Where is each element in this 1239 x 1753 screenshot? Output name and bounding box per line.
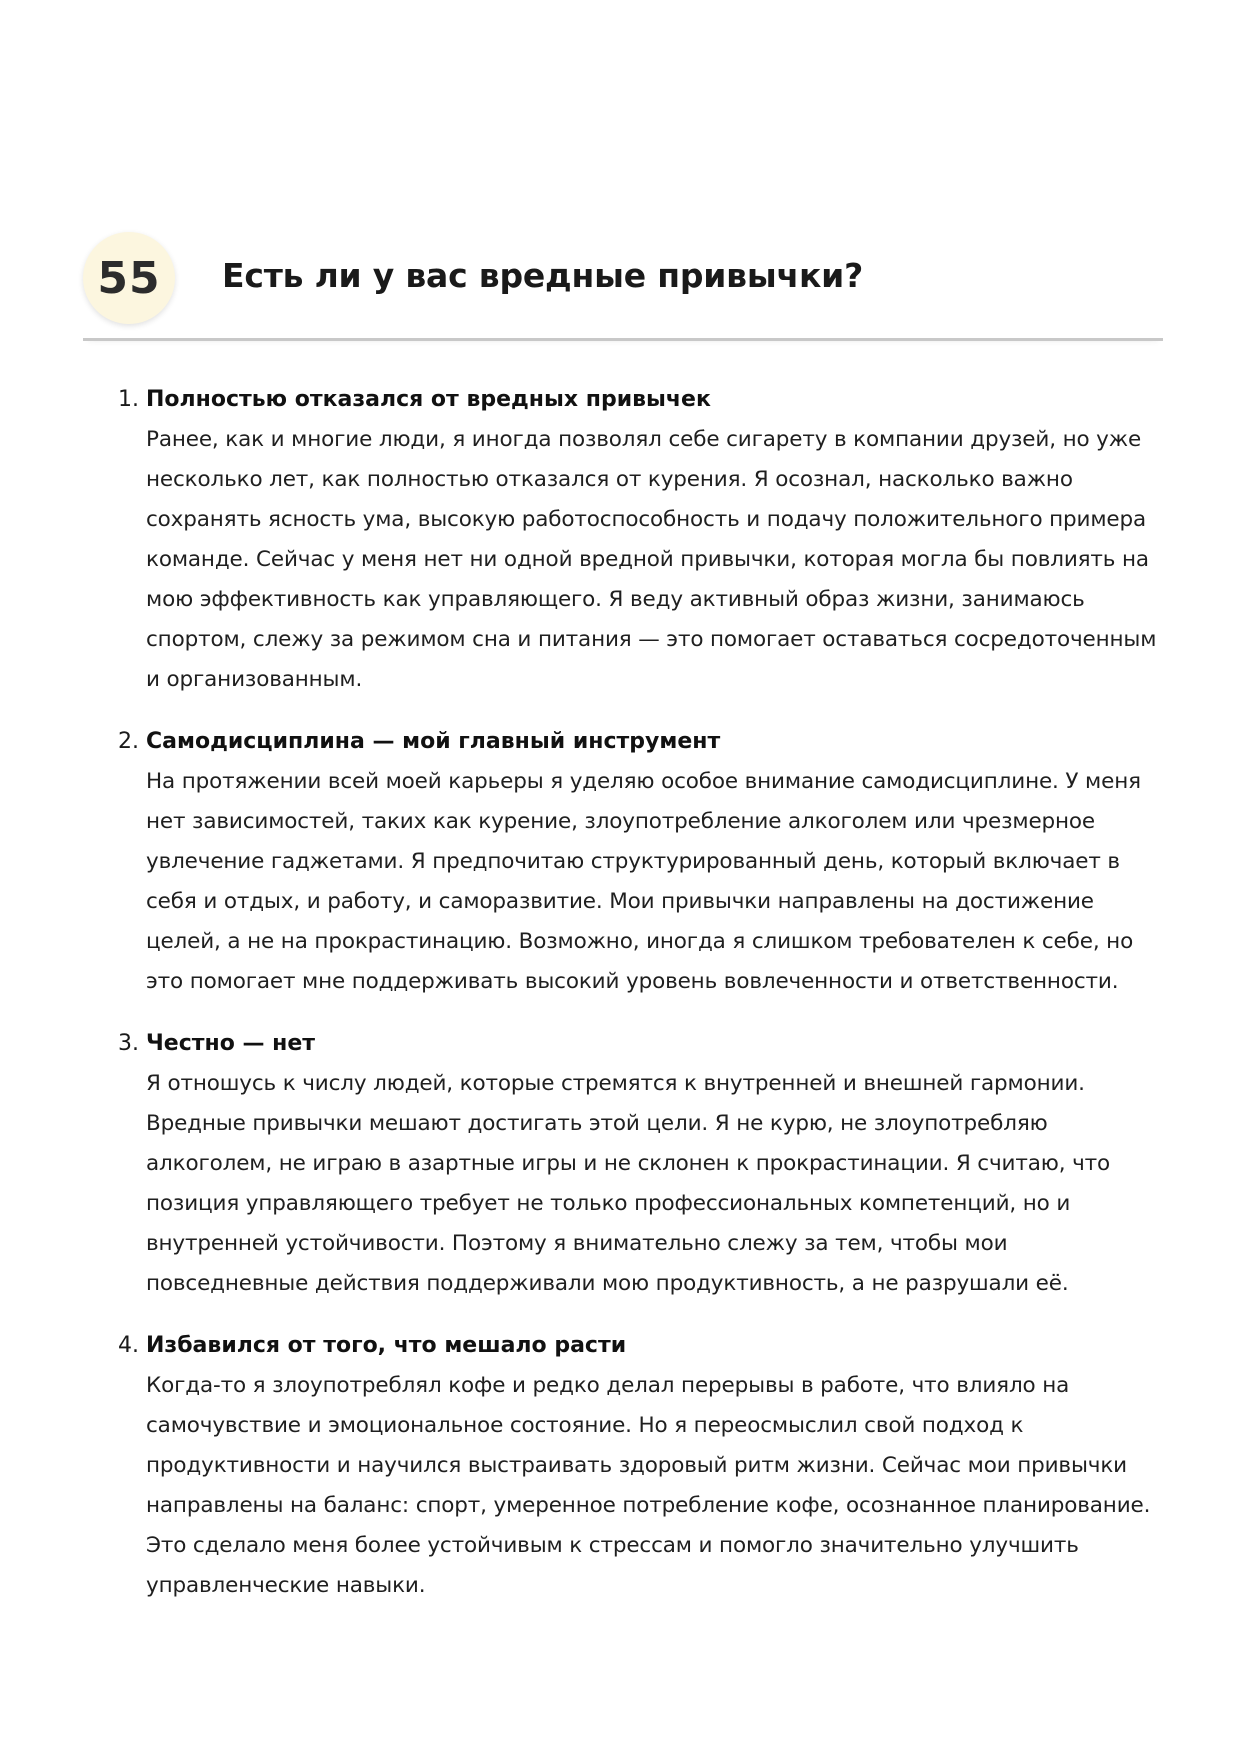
answer-heading: Избавился от того, что мешало расти [146, 1333, 627, 1358]
answer-heading: Честно — нет [146, 1031, 315, 1056]
answer-text: Я отношусь к числу людей, которые стремятся к внутренней и внешней гармонии. Вредные привычки мешают достигать этой цели. Я не курю, не злоупотребляю алкоголем, не играю в азартные игры и не склонен к прокрастинации. Я считаю, что позиция управляющего требует не только профессиональных компетенций, но и внутренней устойчивости. Поэтому я внимательно слежу за тем, чтобы мои повседневные действия поддерживали мою продуктивность, а не разрушали её. [146, 1071, 1110, 1296]
answer-number: 1. [118, 387, 139, 412]
question-header [83, 232, 1163, 341]
answer-item [118, 722, 1168, 1002]
answer-item [118, 1024, 1168, 1304]
answer-text: Когда-то я злоупотреблял кофе и редко делал перерывы в работе, что влияло на самочувствие и эмоциональное состояние. Но я переосмыслил свой подход к продуктивности и научился выстраивать здоровый ритм жизни. Сейчас мои привычки направлены на баланс: спорт, умеренное потребление кофе, осознанное планирование. Это сделало меня более устойчивым к стрессам и помогло значительно улучшить управленческие навыки. [146, 1373, 1151, 1598]
answer-number: 2. [118, 729, 139, 754]
answer-heading: Полностью отказался от вредных привычек [146, 387, 711, 412]
answer-text: Ранее, как и многие люди, я иногда позволял себе сигарету в компании друзей, но уже несколько лет, как полностью отказался от курения. Я осознал, насколько важно сохранять ясность ума, высокую работоспособность и подачу положительного примера команде. Сейчас у меня нет ни одной вредной привычки, которая могла бы повлиять на мою эффективность как управляющего. Я веду активный образ жизни, занимаюсь спортом, слежу за режимом сна и питания — это помогает оставаться сосредоточенным и организованным. [146, 427, 1157, 692]
question-number-badge: 55 [83, 232, 175, 324]
answer-number: 3. [118, 1031, 139, 1056]
answer-heading: Самодисциплина — мой главный инструмент [146, 729, 721, 754]
answer-item [118, 1326, 1168, 1606]
answer-text: На протяжении всей моей карьеры я уделяю особое внимание самодисциплине. У меня нет зависимостей, таких как курение, злоупотребление алкоголем или чрезмерное увлечение гаджетами. Я предпочитаю структурированный день, который включает в себя и отдых, и работу, и саморазвитие. Мои привычки направлены на достижение целей, а не на прокрастинацию. Возможно, иногда я слишком требователен к себе, но это помогает мне поддерживать высокий уровень вовлеченности и ответственности. [146, 769, 1141, 994]
answer-number: 4. [118, 1333, 139, 1358]
answer-item [118, 380, 1168, 700]
answer-list [118, 380, 1168, 1628]
question-title: Есть ли у вас вредные привычки? [222, 256, 864, 295]
